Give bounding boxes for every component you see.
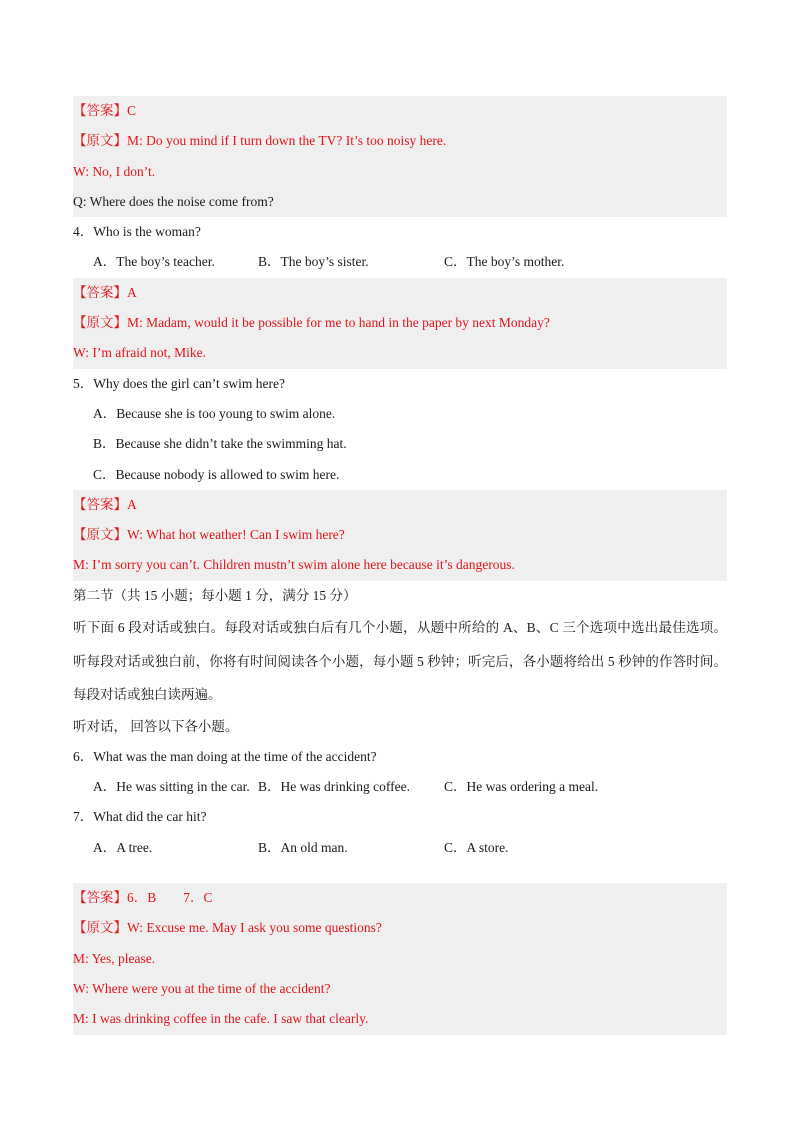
transcript-line: 【原文】W: Excuse me. May I ask you some questions? — [73, 920, 382, 936]
option-b: B．He was drinking coffee. — [258, 779, 410, 795]
answer-label: 【答案】A — [73, 496, 137, 512]
answer-block-1 — [73, 96, 727, 217]
transcript-line: M: I was drinking coffee in the cafe. I saw that clearly. — [73, 1011, 369, 1027]
question-4-options — [73, 247, 727, 277]
option-a: A．A tree. — [93, 839, 153, 855]
question-6-options — [73, 772, 727, 802]
question-5: 5．Why does the girl can’t swim here? — [73, 375, 285, 391]
answer-block-2 — [73, 278, 727, 369]
transcript-line: M: I’m sorry you can’t. Children mustn’t swim alone here because it’s dangerous. — [73, 557, 515, 573]
transcript-line: 【原文】M: Do you mind if I turn down the TV? It’s too noisy here. — [73, 133, 447, 149]
option-b: B．An old man. — [258, 839, 348, 855]
option-b: B．Because she didn’t take the swimming hat. — [93, 436, 347, 452]
transcript-question-line: Q: Where does the noise come from? — [73, 193, 274, 209]
option-b: B．The boy’s sister. — [258, 254, 369, 270]
answer-block-3 — [73, 490, 727, 581]
transcript-line: 【原文】W: What hot weather! Can I swim here? — [73, 527, 345, 543]
spacer — [73, 863, 727, 883]
option-c: C．A store. — [444, 839, 509, 855]
option-a: A．Because she is too young to swim alone. — [93, 405, 336, 421]
question-4: 4．Who is the woman? — [73, 224, 201, 240]
transcript-line: 【原文】M: Madam, would it be possible for me to hand in the paper by next Monday? — [73, 315, 550, 331]
section-subheading: 听对话， 回答以下各小题。 — [73, 718, 239, 734]
answer-block-4 — [73, 883, 727, 1034]
transcript-line: M: Yes, please. — [73, 950, 156, 966]
option-c: C．Because nobody is allowed to swim here. — [93, 466, 340, 482]
transcript-line: W: No, I don’t. — [73, 163, 156, 179]
option-a: A．He was sitting in the car. — [93, 779, 250, 795]
document-page — [73, 96, 727, 1035]
section-instructions: 听下面 6 段对话或独白。每段对话或独白后有几个小题，从题中所给的 A、B、C 三个选项中选出最佳选项。听每段对话或独白前，你将有时间阅读各个小题，每小题 5 秒钟；听完后，各小题将给出 5 秒钟的作答时间。每段对话或独白读两遍。 — [73, 620, 727, 703]
option-c: C．He was ordering a meal. — [444, 779, 599, 795]
question-7-options — [73, 833, 727, 863]
transcript-line: W: Where were you at the time of the accident? — [73, 980, 331, 996]
answer-label: 【答案】C — [73, 103, 137, 118]
answer-label: 【答案】A — [73, 284, 137, 300]
question-7: 7．What did the car hit? — [73, 809, 207, 825]
option-c: C．The boy’s mother. — [444, 254, 565, 270]
question-6: 6．What was the man doing at the time of the accident? — [73, 748, 377, 764]
option-a: A．The boy’s teacher. — [93, 254, 215, 270]
transcript-line: W: I’m afraid not, Mike. — [73, 345, 206, 361]
section-heading: 第二节（共 15 小题；每小题 1 分，满分 15 分） — [73, 587, 357, 603]
answer-label: 【答案】6．B 7．C — [73, 890, 213, 906]
